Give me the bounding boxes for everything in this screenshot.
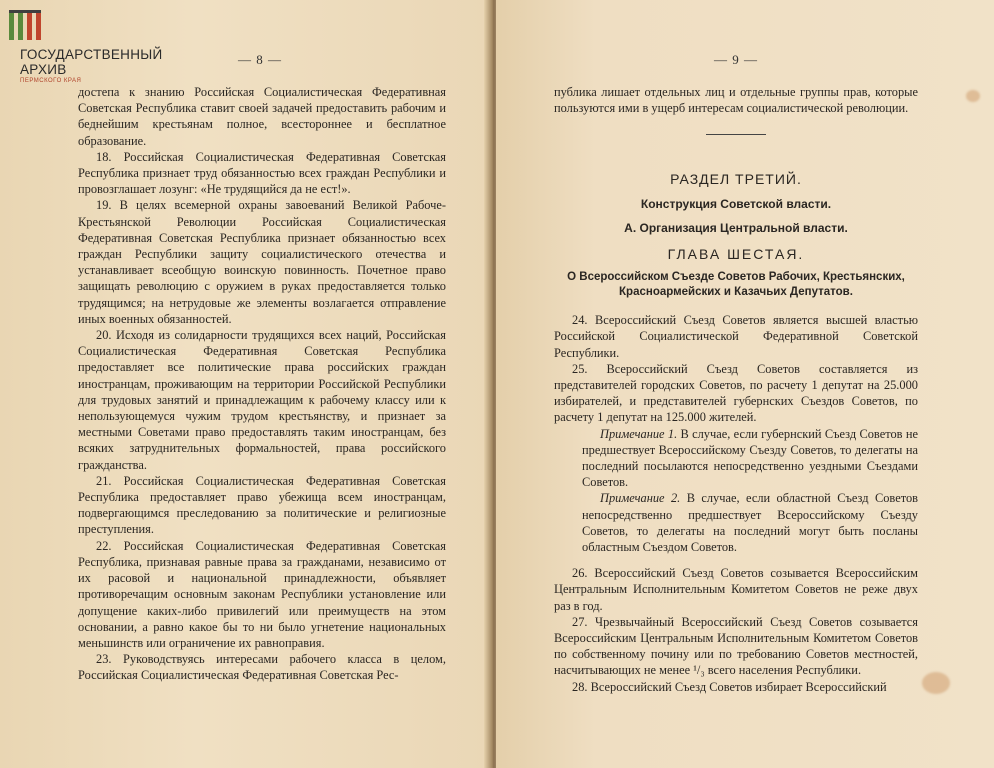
note-1 xyxy=(582,426,918,491)
watermark-line-1: ГОСУДАРСТВЕННЫЙ xyxy=(20,47,163,62)
article-25: 25. Всероссийский Съезд Советов составляется из представителей городских Советов, по расчету 1 депутат на 25.000 избирателей, и представителей губернских Съездов Советов, по расчету 1 депутат на 125.000 жителей. xyxy=(554,361,918,425)
right-page-number: — 9 — xyxy=(714,52,758,67)
chapter-title: ГЛАВА ШЕСТАЯ. xyxy=(667,246,805,263)
note-1-text: В случае, если губернский Съезд Советов не предшествует Всероссийскому Съезду Советов, то делегаты на последний посылаются непосредственно уездными Съездами Советов. xyxy=(582,426,918,490)
article-27: 27. Чрезвычайный Всероссийский Съезд Советов созывается Всероссийским Центральным Исполнительным Комитетом Советов по собственному почину или по требованию Советов местностей, насчитывающих не менее ¹/₃ всего населения Республики. xyxy=(554,614,918,678)
subsection-title: А. Организация Центральной власти. xyxy=(624,220,848,235)
note-2-label: Примечание 2. xyxy=(600,491,681,506)
paragraph: 20. Исходя из солидарности трудящихся всех наций, Российская Социалистическая Федеративная Советская Республика предоставляет все политические права российских граждан иностранцам, проживающим на территории Российской Республики для трудовых занятий и принадлежащим к рабочему классу или к непользующемуся чужим трудом крестьянству, и признает за местными Советами право предоставлять таким иностранцам, без всяких затруднительных формальностей, права российского гражданства. xyxy=(78,328,446,472)
chapter-heading: О Всероссийском Съезде Советов Рабочих, Крестьянских, Красноармейских и Казачьих Депутатов. xyxy=(567,271,905,299)
note-1-label: Примечание 1. xyxy=(600,426,678,441)
paragraph: 19. В целях всемерной охраны завоеваний Великой Рабоче-Крестьянской Революции Российская Социалистическая Федеративная Советская Республика признает обязанностью всех граждан Республики защиту социалистического отечества и устанавливает всеобщую воинскую повинность. Почетное право защищать революцию с оружием в руках предоставляется только трудящимся; на нетрудовые же элементы возлагается отправление иных военных обязанностей. xyxy=(78,198,446,326)
paragraph: достепа к знанию Российская Социалистическая Федеративная Советская Республика ставит своей задачей предоставить рабочим и беднейшим крестьянам полное, всестороннее и бесплатное образование. xyxy=(78,85,446,148)
watermark-line-3: ПЕРМСКОГО КРАЯ xyxy=(20,78,82,84)
section-subtitle: Конструкция Советской власти. xyxy=(640,196,832,211)
watermark-line-2: АРХИВ xyxy=(20,62,67,77)
article-24: 24. Всероссийский Съезд Советов является высшей властью Российской Социалистической Федеративной Советской Республики. xyxy=(554,313,918,360)
left-page xyxy=(0,0,490,768)
paper-stain xyxy=(922,672,950,694)
left-page-number: — 8 — xyxy=(238,52,282,67)
article-26: 26. Всероссийский Съезд Советов созывается Всероссийским Центральным Исполнительным Комитетом Советов не реже двух раз в год. xyxy=(554,566,918,613)
archive-logo-icon xyxy=(6,6,48,44)
intro-paragraph: публика лишает отдельных лиц и отдельные группы прав, которые пользуются ими в ущерб интересам социалистической революции. xyxy=(554,85,918,116)
right-page-text xyxy=(554,84,918,695)
note-2 xyxy=(582,490,918,555)
note-2-text: В случае, если областной Съезд Советов непосредственно предшествует Всероссийскому Съезду Советов, то делегаты на последний могут быть посланы областным Съездом Советов. xyxy=(582,491,918,555)
section-title: РАЗДЕЛ ТРЕТИЙ. xyxy=(670,171,802,188)
paragraph: 21. Российская Социалистическая Федеративная Советская Республика предоставляет право убежища всем иностранцам, подвергающимся преследованию за политические и религиозные преступления. xyxy=(78,473,446,537)
archive-watermark xyxy=(6,4,176,84)
paragraph: 23. Руководствуясь интересами рабочего класса в целом, Российская Социалистическая Федеративная Советская Рес- xyxy=(78,652,446,683)
paragraph: 22. Российская Социалистическая Федеративная Советская Республика, признавая равные права за гражданами, независимо от их расовой и национальной принадлежности, объявляет противоречащим основным законам Республики установление или допущение каких-либо привилегий или преимуществ на этом основании, а равно какое бы то ни было угнетение национальных меньшинств или ограничение их равноправия. xyxy=(78,538,446,650)
paper-stain xyxy=(966,90,980,102)
left-page-text xyxy=(78,84,446,684)
divider-rule xyxy=(706,134,766,135)
article-28: 28. Всероссийский Съезд Советов избирает Всероссийский xyxy=(572,679,887,694)
paragraph: 18. Российская Социалистическая Федеративная Советская Республика признает труд обязанностью всех граждан Республики и провозглашает лозунг: «Не трудящийся да не ест!». xyxy=(78,149,446,197)
